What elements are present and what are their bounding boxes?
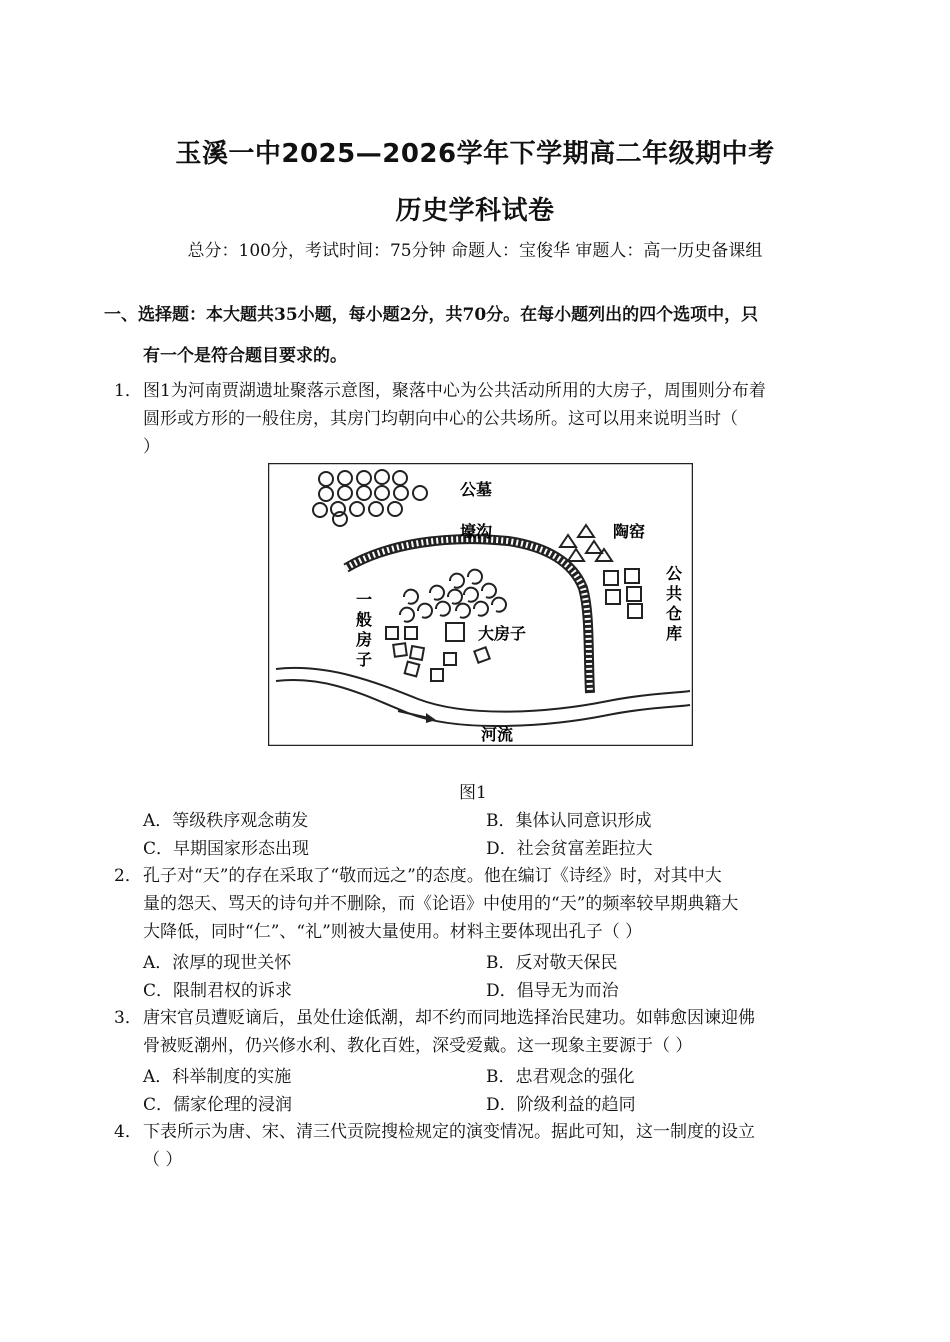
option-c: C．早期国家形态出现 — [143, 839, 310, 859]
figure-caption: 图1 — [459, 783, 487, 803]
option-a: A．等级秩序观念萌发 — [143, 811, 309, 831]
question-text: 骨被贬潮州，仍兴修水利、教化百姓，深受爱戴。这一现象主要源于（ ） — [143, 1036, 693, 1056]
question-text: 唐宋官员遭贬谪后，虽处仕途低潮，却不约而同地选择治民建功。如韩愈因谏迎佛 — [143, 1008, 755, 1028]
settlement-diagram — [268, 463, 693, 746]
exam-title: 玉溪一中2025—2026学年下学期高二年级期中考 — [175, 139, 775, 169]
question-text: 圆形或方形的一般住房，其房门均朝向中心的公共场所。这可以用来说明当时（ — [143, 409, 738, 429]
question-text: 孔子对“天”的存在采取了“敬而远之”的态度。他在编订《诗经》时，对其中大 — [143, 866, 722, 886]
question-text: 图1为河南贾湖遗址聚落示意图，聚落中心为公共活动所用的大房子，周围则分布着 — [143, 381, 766, 401]
question-text: 量的怨天、骂天的诗句并不删除，而《论语》中使用的“天”的频率较早期典籍大 — [143, 894, 739, 914]
svg-text:仓: 仓 — [666, 604, 683, 623]
question-number: 1． — [114, 381, 142, 401]
question-text: 下表所示为唐、宋、清三代贡院搜检规定的演变情况。据此可知，这一制度的设立 — [143, 1122, 755, 1142]
svg-text:公: 公 — [666, 564, 683, 583]
option-b: B．忠君观念的强化 — [486, 1067, 635, 1087]
option-d: D．阶级利益的趋同 — [486, 1095, 636, 1115]
svg-text:共: 共 — [666, 584, 683, 603]
question-text: ） — [143, 437, 160, 457]
svg-text:一: 一 — [356, 590, 373, 609]
svg-text:库: 库 — [666, 624, 683, 643]
svg-text:子: 子 — [356, 650, 373, 669]
option-b: B．集体认同意识形成 — [486, 811, 652, 831]
warehouse-label — [666, 564, 683, 643]
question-text: 大降低，同时“仁”、“礼”则被大量使用。材料主要体现出孔子（ ） — [143, 922, 643, 942]
option-d: D．社会贫富差距拉大 — [486, 839, 653, 859]
question-number: 2． — [114, 866, 142, 886]
option-b: B．反对敬天保民 — [486, 953, 618, 973]
cemetery-label: 公墓 — [460, 480, 493, 499]
question-number: 3． — [114, 1008, 142, 1028]
big-house-label: 大房子 — [478, 624, 527, 643]
option-a: A．科举制度的实施 — [143, 1067, 292, 1087]
option-c: C．限制君权的诉求 — [143, 981, 293, 1001]
exam-subtitle: 历史学科试卷 — [395, 196, 555, 226]
svg-text:房: 房 — [356, 630, 373, 649]
houses-label — [355, 590, 372, 669]
option-d: D．倡导无为而治 — [486, 981, 619, 1001]
option-a: A．浓厚的现世关怀 — [143, 953, 292, 973]
river-label: 河流 — [481, 725, 514, 744]
question-number: 4． — [114, 1122, 142, 1142]
section-heading-line1: 一、选择题：本大题共35小题，每小题2分，共70分。在每小题列出的四个选项中，只 — [104, 305, 759, 325]
kiln-label: 陶窑 — [613, 522, 646, 541]
question-text: （ ） — [143, 1150, 183, 1170]
exam-meta: 总分：100分，考试时间：75分钟 命题人：宝俊华 审题人：高一历史备课组 — [187, 241, 763, 261]
section-heading-line2: 有一个是符合题目要求的。 — [143, 346, 347, 366]
svg-text:般: 般 — [356, 610, 373, 629]
moat-label: 壕沟 — [460, 522, 493, 541]
option-c: C．儒家伦理的浸润 — [143, 1095, 293, 1115]
